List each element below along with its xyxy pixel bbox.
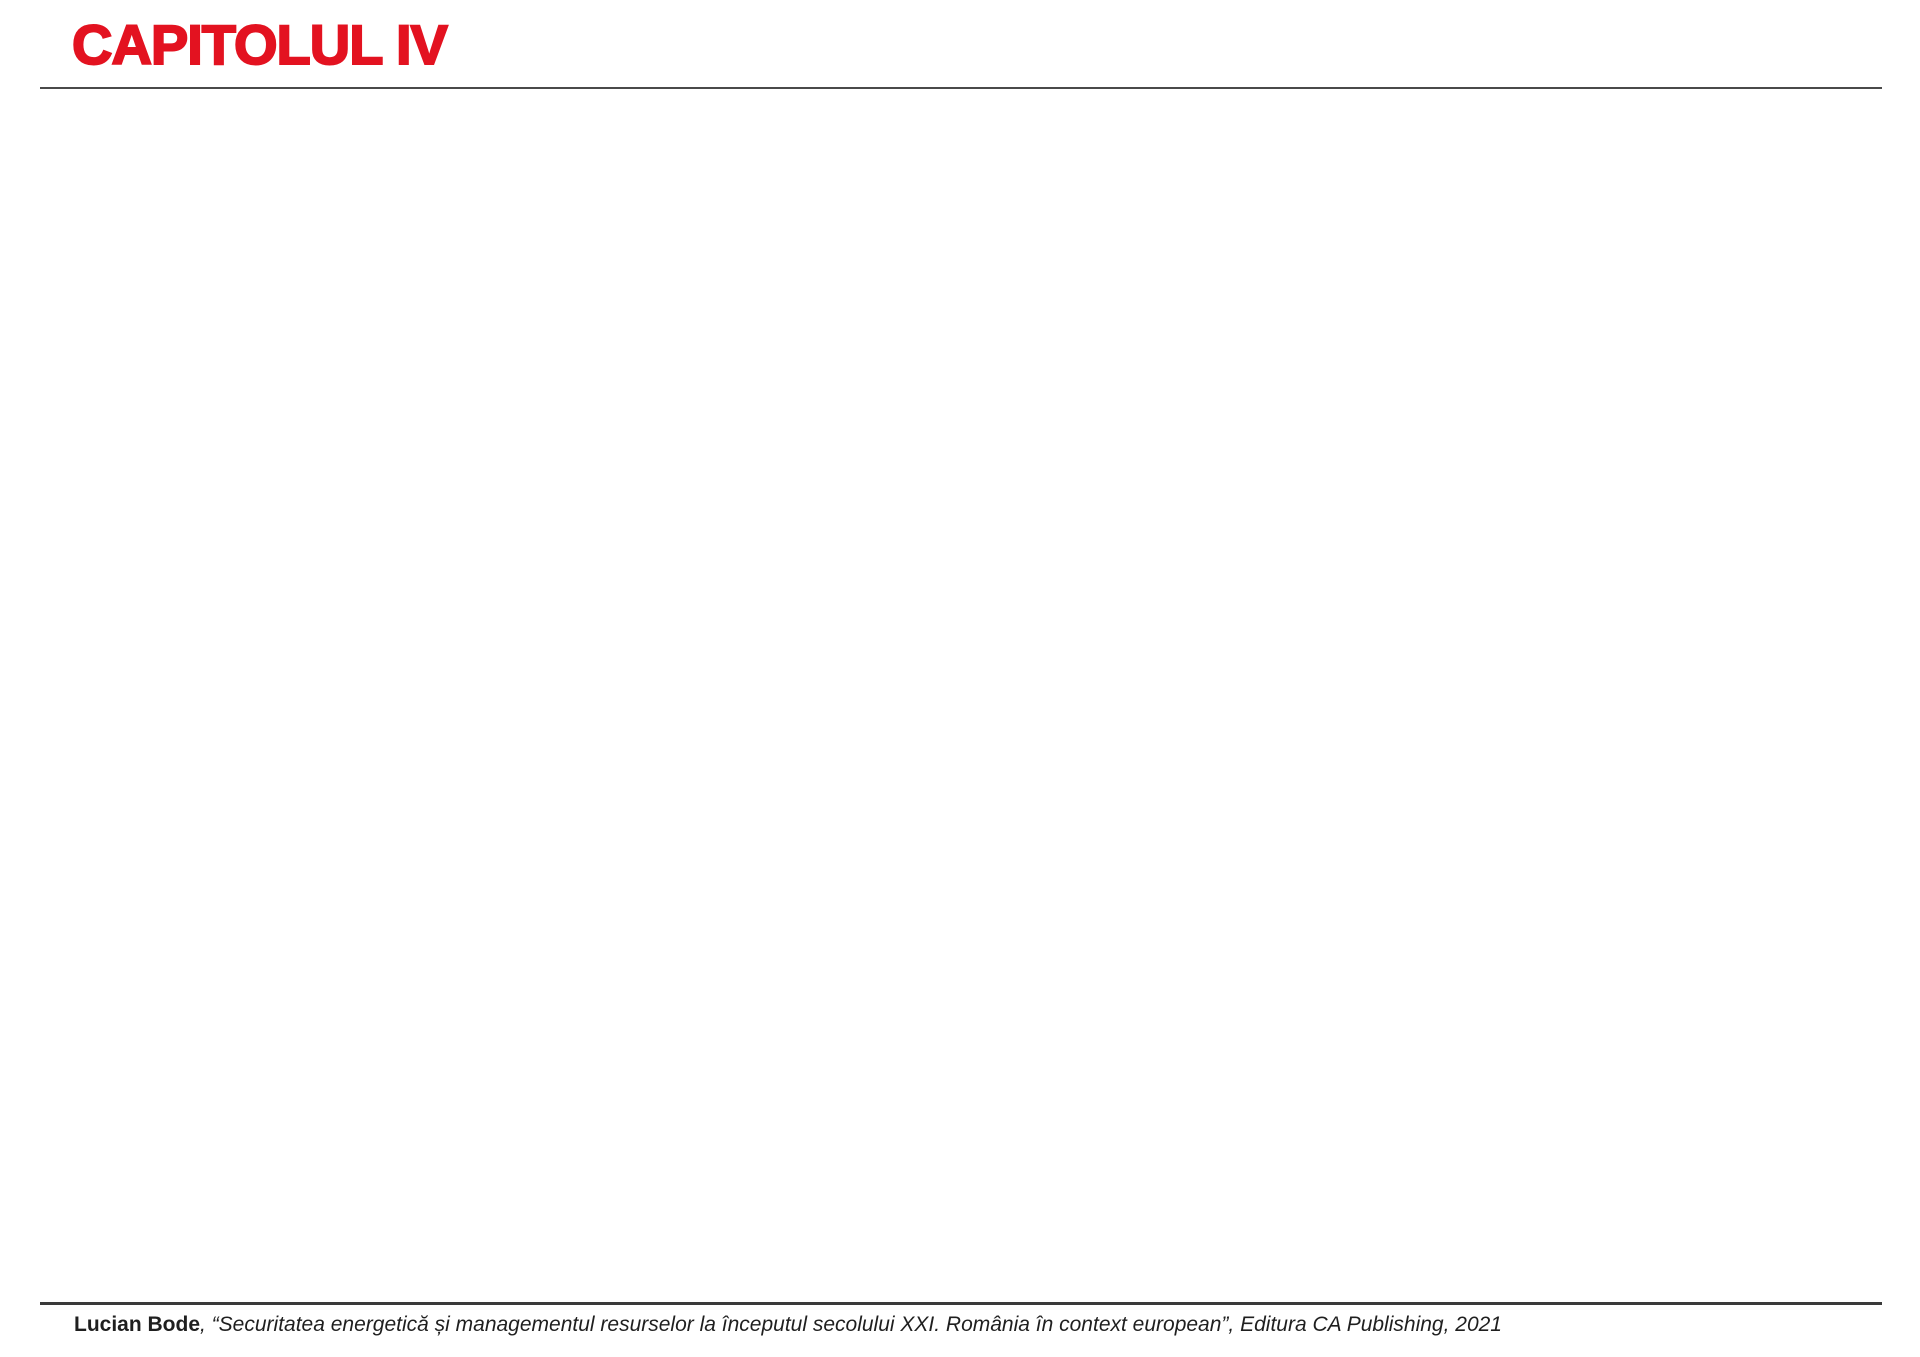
citation-publisher: , Editura CA Publishing, 2021 [1228, 1313, 1502, 1336]
citation-author: Lucian Bode [74, 1313, 201, 1336]
citation-title: , “Securitatea energetică și managementul resurselor la începutul secolului XXI. România în context european” [200, 1313, 1229, 1336]
chapter-title: CAPITOLUL IV [72, 13, 447, 76]
citation-footer [74, 1313, 1502, 1337]
footer-divider [40, 1302, 1882, 1305]
header-divider [40, 87, 1882, 89]
